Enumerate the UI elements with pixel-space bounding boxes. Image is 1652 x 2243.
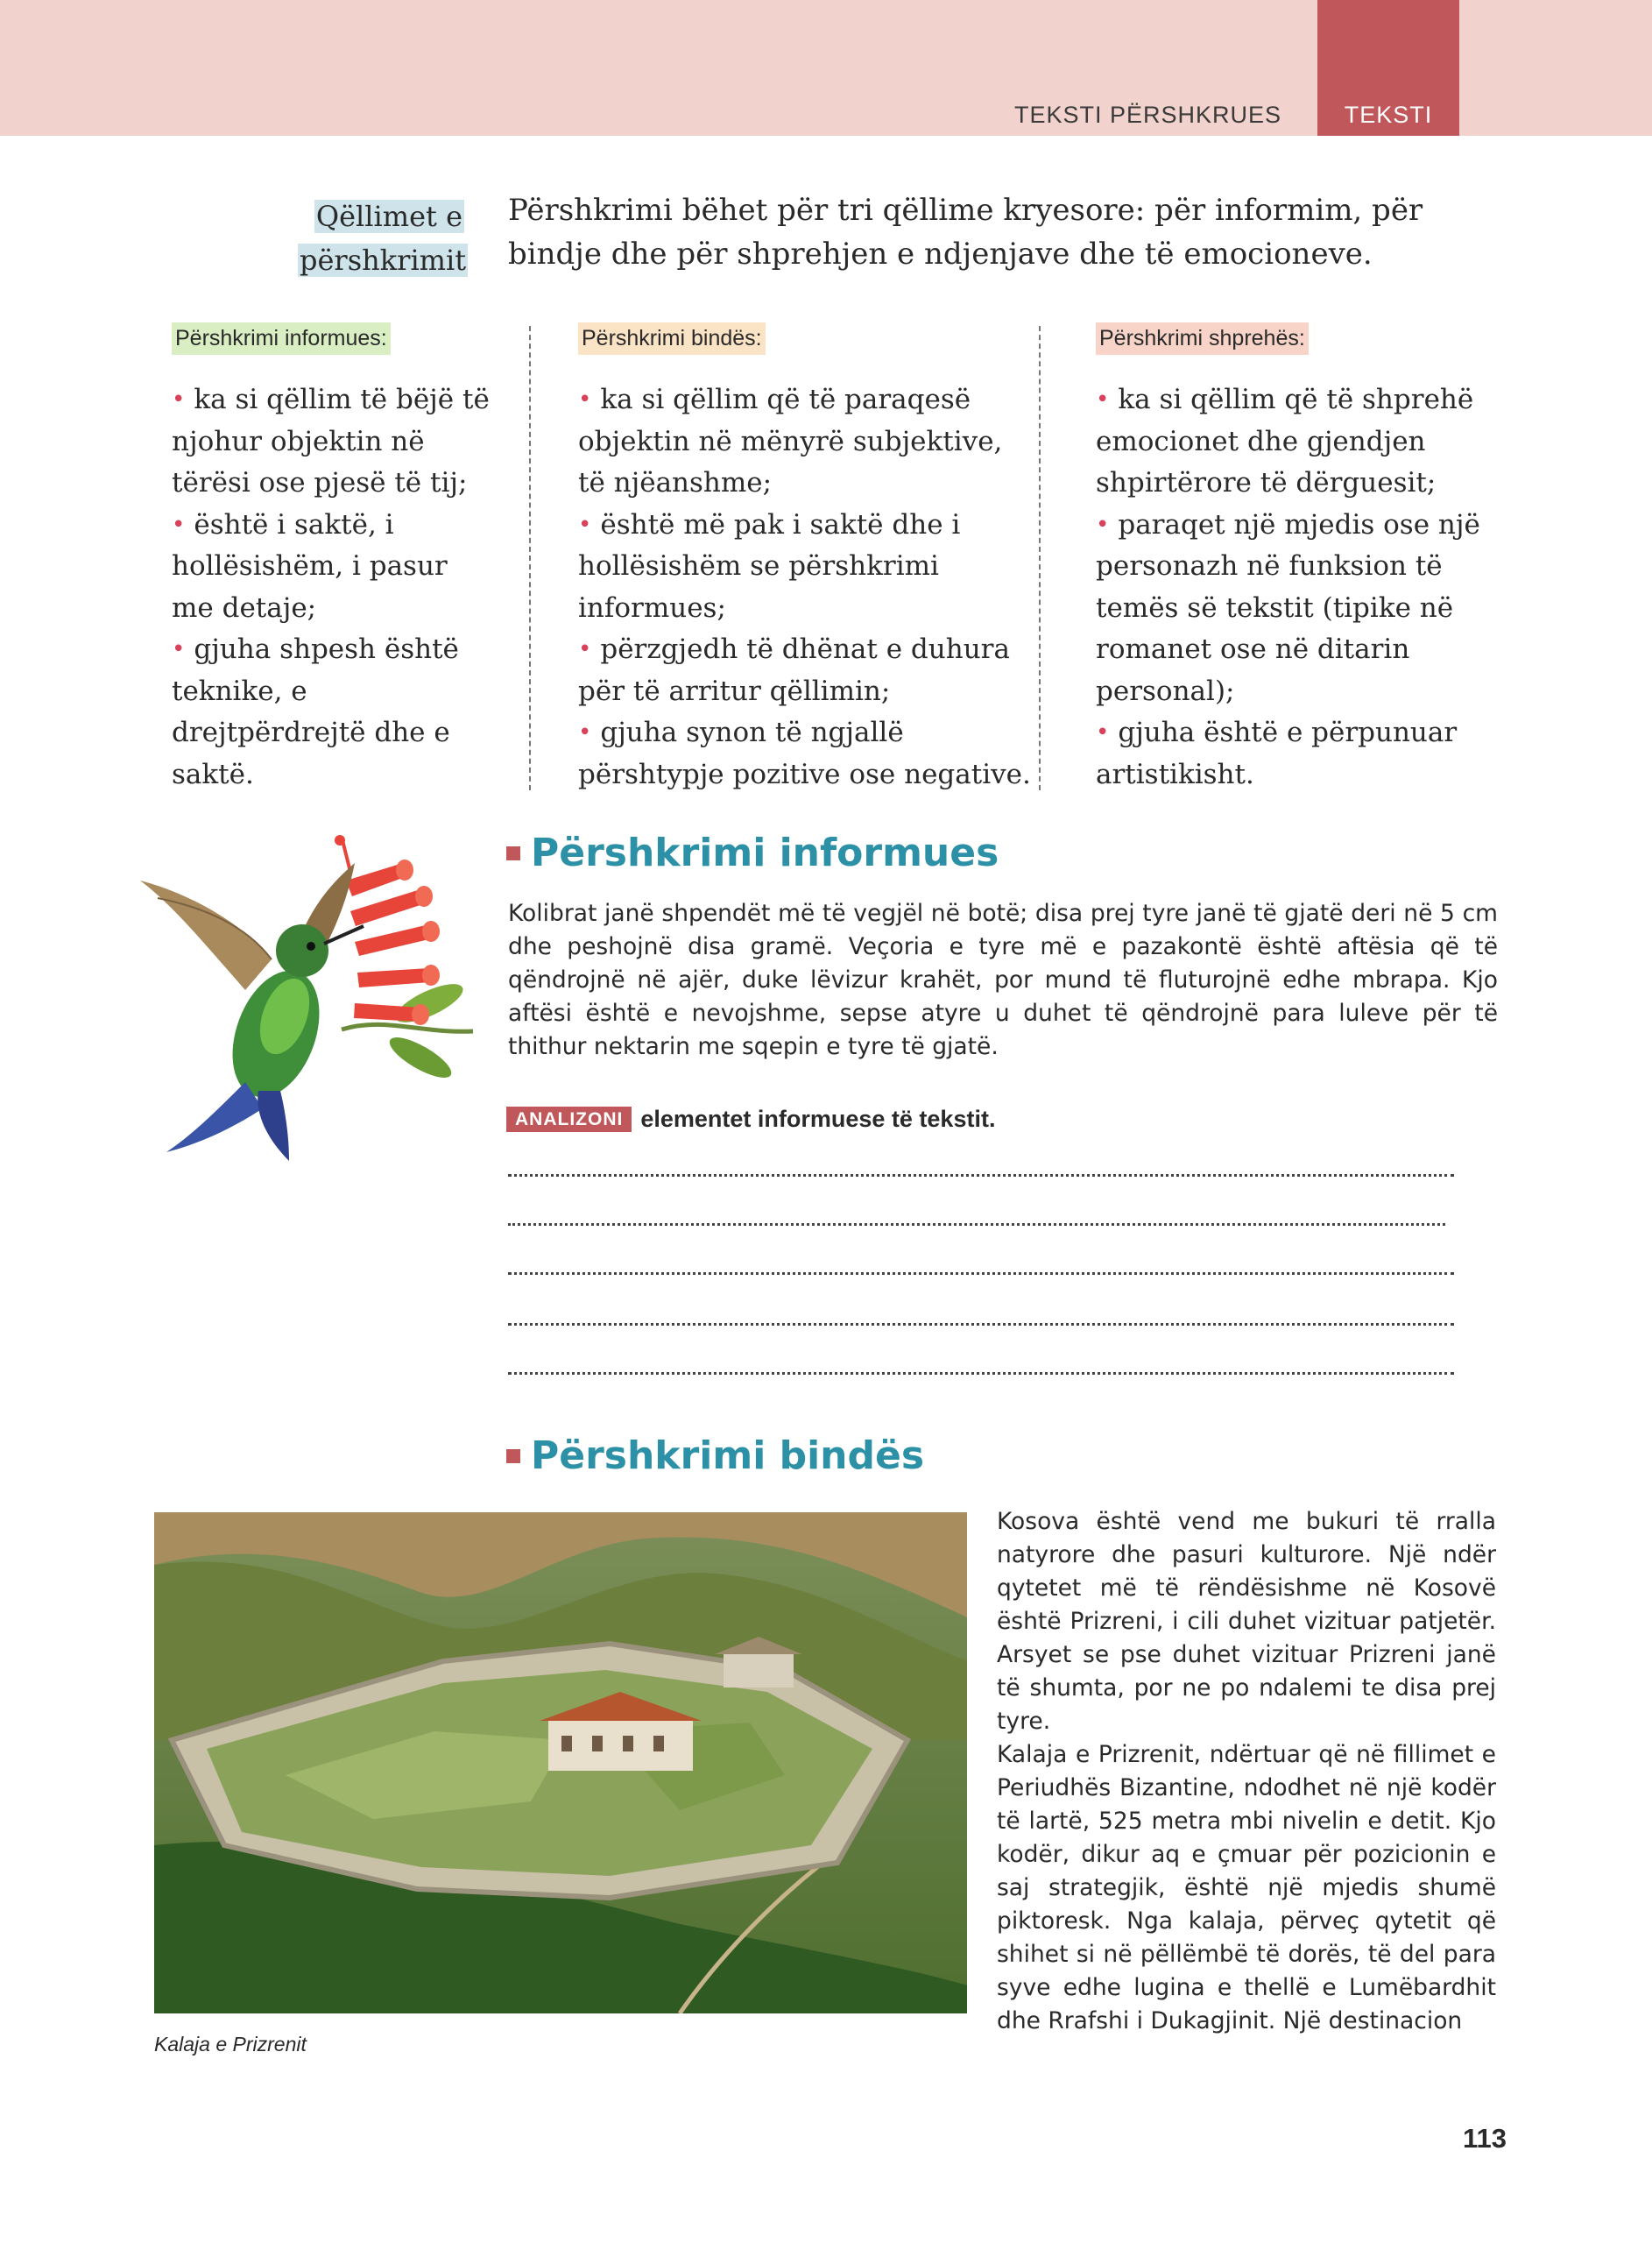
divider	[1039, 326, 1041, 790]
hummingbird-illustration	[140, 828, 482, 1161]
square-bullet-icon	[506, 846, 520, 860]
column-shprehes	[1096, 322, 1516, 796]
informues-text: Kolibrat janë shpendët më të vegjël në botë; disa prej tyre janë të gjatë deri në 5 cm dhe peshojnë disa gramë. Veçoria e tyre më e pazakontë është aftësia që të qëndrojnë në ajër, duke lëvizur krahët, por mund të fluturojnë edhe mbrapa. Kjo aftësi është e nevojshme, sepse atyre u duhet të qëndrojnë para luleve për të thithur nektarin me sqepin e tyre të gjatë.	[508, 900, 1498, 1060]
answer-line[interactable]	[508, 1323, 1454, 1326]
list-item: • gjuha është e përpunuar artistikisht.	[1096, 717, 1458, 790]
list-item: • përzgjedh të dhënat e duhura për të arritur qëllimin;	[578, 633, 1010, 707]
column-bindes	[578, 322, 1034, 796]
photo-caption: Kalaja e Prizrenit	[154, 2033, 307, 2055]
page-header	[0, 0, 1652, 136]
header-tab-label: TEKSTI	[1344, 102, 1433, 128]
bindes-paragraph: Kosova është vend me bukuri të rralla natyrore dhe pasuri kulturore. Një ndër qytetet më të rëndësishme në Kosovë është Prizreni, i cili duhet vizituar patjetër. Arsyet se pse duhet vizituar Prizreni janë të shumta, por ne po ndalemi te disa prej tyre.	[997, 1508, 1496, 1735]
list-item: • ka si qëllim që të paraqesë objektin në mënyrë subjektive, të njëanshme;	[578, 384, 1003, 499]
column-tag: Përshkrimi bindës:	[578, 322, 766, 355]
divider	[529, 326, 531, 790]
page-number: 113	[1463, 2123, 1507, 2154]
bindes-text	[997, 1505, 1496, 2038]
answer-line[interactable]	[508, 1223, 1445, 1226]
header-section-title: TEKSTI PËRSHKRUES	[1014, 102, 1282, 128]
heading-informues: Përshkrimi informues	[506, 831, 999, 875]
answer-line[interactable]	[508, 1174, 1454, 1177]
analyze-task-text: elementet informuese të tekstit.	[640, 1106, 996, 1132]
list-item: • paraqet një mjedis ose një personazh në funksion të temës së tekstit (tipike në romanet ose në ditarin personal);	[1096, 508, 1480, 707]
goals-label-line2: përshkrimit	[300, 244, 467, 277]
analyze-task	[506, 1106, 995, 1133]
answer-line[interactable]	[508, 1272, 1454, 1275]
square-bullet-icon	[506, 1449, 520, 1463]
list-item: • është më pak i saktë dhe i hollësishëm se përshkrimi informues;	[578, 508, 961, 624]
list-item: • gjuha synon të ngjallë përshtypje pozitive ose negative.	[578, 717, 1031, 790]
list-item: • ka si qëllim që të shprehë emocionet dhe gjendjen shpirtërore të dërguesit;	[1096, 384, 1474, 499]
analyze-badge: ANALIZONI	[506, 1107, 632, 1132]
list-item: • është i saktë, i hollësishëm, i pasur me detaje;	[172, 508, 448, 624]
answer-line[interactable]	[508, 1372, 1454, 1375]
goals-label-line1: Qëllimet e	[315, 200, 462, 233]
heading-bindes: Përshkrimi bindës	[506, 1433, 924, 1478]
bindes-paragraph: Kalaja e Prizrenit, ndërtuar që në fillimet e Periudhës Bizantine, ndodhet në një kodër të lartë, 525 metra mbi nivelin e detit. Kjo kodër, dikur aq e çmuar për pozicionin e saj strategjik, është një mjedis shumë piktoresk. Nga kalaja, përveç qytetit që shihet si në pëllëmbë të dorës, të del para syve edhe lugina e thellë e Lumëbardhit dhe Rrafshi i Dukagjinit. Një destinacion	[997, 1741, 1496, 2034]
list-item: • ka si qëllim të bëjë të njohur objektin në tërësi ose pjesë të tij;	[172, 384, 490, 499]
column-tag: Përshkrimi informues:	[172, 322, 391, 355]
list-item: • gjuha shpesh është teknike, e drejtpërdrejtë dhe e saktë.	[172, 633, 459, 790]
goals-intro: Përshkrimi bëhet për tri qëllime kryesore: për informim, për bindje dhe për shprehjen e ndjenjave dhe të emocioneve.	[508, 193, 1423, 272]
column-informues	[172, 322, 496, 796]
header-tab	[1317, 0, 1459, 136]
goals-label	[298, 195, 467, 282]
castle-photo	[154, 1512, 967, 2013]
column-tag: Përshkrimi shprehës:	[1096, 322, 1309, 355]
